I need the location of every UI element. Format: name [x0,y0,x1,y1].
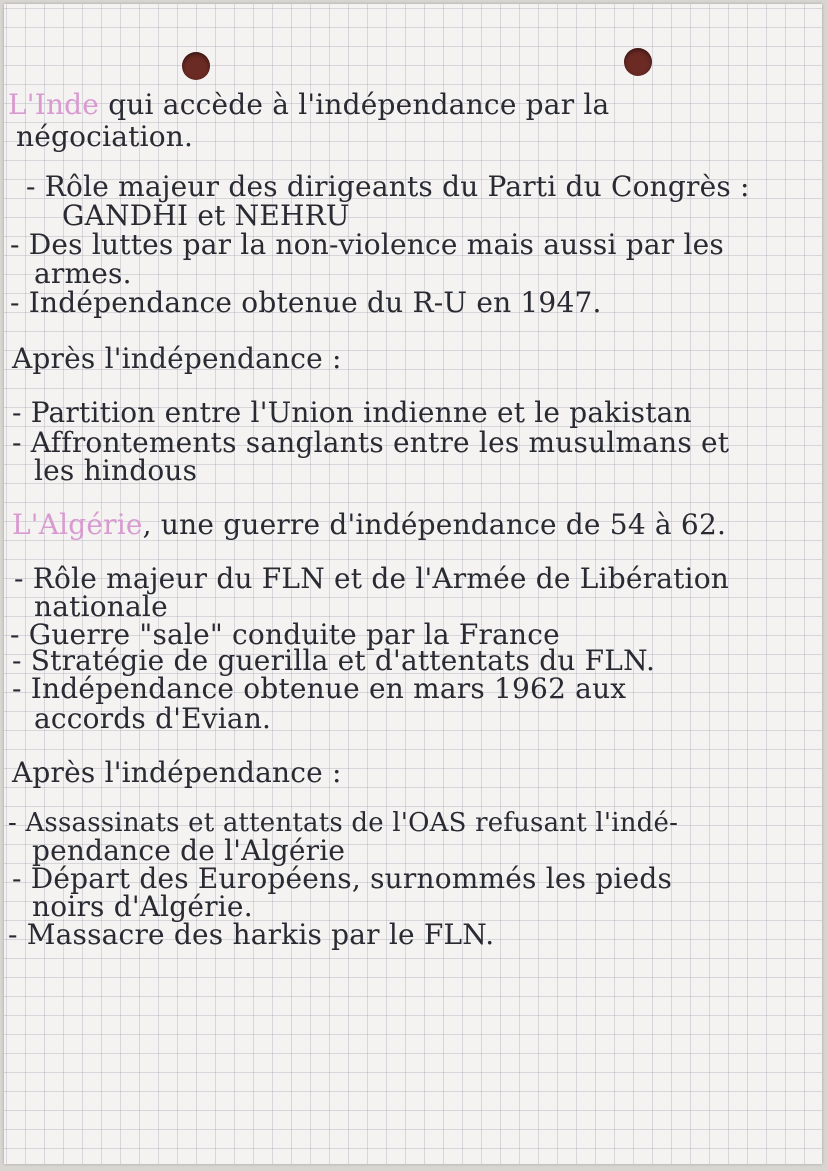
india-bullet-2-cont: armes. [34,257,132,290]
india-title [8,90,609,120]
india-bullet-1: - Rôle majeur des dirigeants du Parti du Congrès : [26,170,750,203]
algeria-after-bullet-3: - Massacre des harkis par le FLN. [8,918,495,951]
algeria-after-bullet-2-cont: noirs d'Algérie. [32,890,253,923]
india-after-heading: Après l'indépendance : [12,342,342,375]
punch-hole-left [182,52,210,80]
algeria-bullet-1-cont: nationale [34,590,168,623]
india-after-bullet-1: - Partition entre l'Union indienne et le pakistan [12,396,692,429]
algeria-after-bullet-1-cont: pendance de l'Algérie [32,834,346,867]
algeria-bullet-4: - Indépendance obtenue en mars 1962 aux [12,672,627,705]
india-bullet-1-cont: GANDHI et NEHRU [62,199,350,232]
algeria-bullet-1: - Rôle majeur du FLN et de l'Armée de Libération [14,562,730,595]
india-bullet-3: - Indépendance obtenue du R-U en 1947. [10,286,602,319]
algeria-bullet-4-cont: accords d'Evian. [34,702,272,735]
algeria-title-rest: , une guerre d'indépendance de 54 à 62. [142,508,727,541]
algeria-after-heading: Après l'indépendance : [12,756,342,789]
algeria-title [12,510,726,540]
algeria-title-keyword: L'Algérie [12,508,143,541]
algeria-after-bullet-1: - Assassinats et attentats de l'OAS refusant l'indé- [8,808,679,838]
india-title-keyword: L'Inde [8,88,100,121]
india-title-rest: qui accède à l'indépendance par la [99,88,610,121]
algeria-after-bullet-2: - Départ des Européens, surnommés les pieds [12,862,673,895]
notebook-page [4,4,822,1164]
india-after-bullet-2: - Affrontements sanglants entre les musulmans et [12,426,730,459]
algeria-bullet-3: - Stratégie de guerilla et d'attentats du FLN. [12,644,656,677]
india-bullet-2: - Des luttes par la non-violence mais aussi par les [10,228,724,261]
punch-hole-right [624,48,652,76]
algeria-bullet-2: - Guerre "sale" conduite par la France [10,618,560,651]
india-title-line2: négociation. [16,120,194,153]
india-after-bullet-2-cont: les hindous [34,454,198,487]
